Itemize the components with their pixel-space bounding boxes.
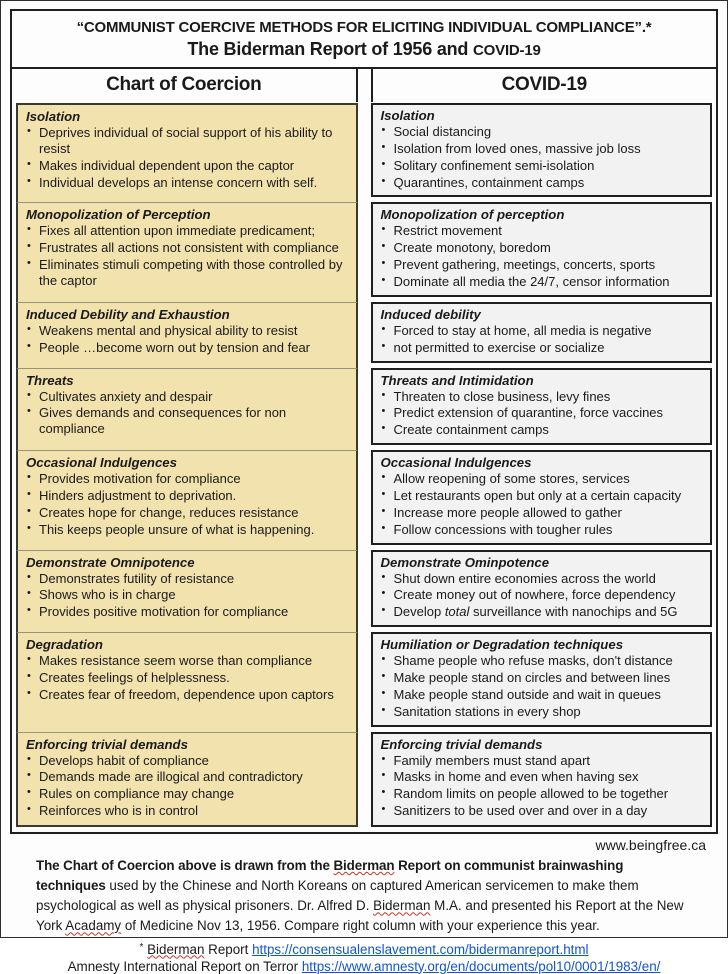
- table-title: [12, 11, 716, 69]
- section-title: Demonstrate Ominpotence: [380, 554, 550, 570]
- reference-line-1: [10, 942, 718, 957]
- bullet-item: • Masks in home and even when having sex: [381, 769, 703, 785]
- title-line-2: [18, 39, 710, 60]
- bullet-item: • Shame people who refuse masks, don't distance: [381, 653, 703, 669]
- bullet-item: • Rules on compliance may change: [26, 786, 348, 802]
- bullet-item: • Creates fear of freedom, dependence upon captors: [26, 687, 348, 703]
- bullet-item: • Create money out of nowhere, force dependency: [381, 587, 703, 603]
- bullet-item: • Hinders adjustment to deprivation.: [26, 488, 348, 504]
- footer-bold-2: Report on communist brainwashing techniques: [36, 858, 624, 894]
- bullet-item: • Creates feelings of helplessness.: [26, 670, 348, 686]
- amnesty-report-link[interactable]: https://www.amnesty.org/en/documents/pol10/0001/1983/en/: [301, 958, 661, 974]
- footer-text-1: used by the Chinese and North Koreans on captured American servicemen to make them psychological as well as physical prisoners. Dr. Alfred D.: [36, 878, 639, 914]
- bullet-item: • Forced to stay at home, all media is negative: [381, 323, 703, 339]
- section-title: Occasional Indulgences: [26, 455, 177, 471]
- bullet-item: • Isolation from loved ones, massive job loss: [381, 141, 703, 157]
- covid-section: [371, 302, 713, 363]
- bullet-item: • People …become worn out by tension and fear: [26, 340, 348, 356]
- footnote-asterisk: *: [139, 941, 144, 953]
- bullet-item: • Demands made are illogical and contradictory: [26, 769, 348, 785]
- bullet-item: • Threaten to close business, levy fines: [381, 389, 703, 405]
- coercion-section: [16, 302, 358, 368]
- bullet-item: • Weakens mental and physical ability to resist: [26, 323, 348, 339]
- footer-bold-1: The Chart of Coercion above is drawn from the: [36, 858, 334, 874]
- bullet-item: • Make people stand outside and wait in queues: [381, 687, 703, 703]
- section-list: [26, 125, 348, 190]
- bullet-item: • Provides positive motivation for compliance: [26, 604, 348, 620]
- bullet-item: • Follow concessions with tougher rules: [381, 522, 703, 538]
- section-title: Demonstrate Omnipotence: [26, 554, 195, 570]
- covid-section: [371, 550, 713, 628]
- covid-section: [371, 103, 713, 197]
- coercion-grid: [12, 102, 716, 832]
- title-line-1: “COMMUNIST COERCIVE METHODS FOR ELICITING INDIVIDUAL COMPLIANCE”.*: [76, 19, 652, 36]
- bullet-item: • This keeps people unsure of what is happening.: [26, 522, 348, 538]
- footer-text-3: of Medicine Nov 13, 1956. Compare right column with your experience this year.: [121, 918, 600, 934]
- bullet-item: • Frustrates all actions not consistent with compliance: [26, 240, 348, 256]
- reference-line-2: [10, 959, 718, 974]
- section-title: Induced debility: [380, 306, 481, 322]
- bullet-item: • Random limits on people allowed to be together: [381, 786, 703, 802]
- bullet-item: • Solitary confinement semi-isolation: [381, 158, 703, 174]
- section-title: Threats: [26, 372, 74, 388]
- section-title: Enforcing trivial demands: [26, 736, 188, 752]
- bullet-item: • Increase more people allowed to gather: [381, 505, 703, 521]
- bullet-item: • Prevent gathering, meetings, concerts, sports: [381, 257, 703, 273]
- bullet-item: • Quarantines, containment camps: [381, 175, 703, 191]
- section-title: Threats and Intimidation: [380, 372, 534, 388]
- coercion-section: [16, 632, 358, 731]
- coercion-section: [16, 732, 358, 827]
- footer-bold-misspelled: Biderman: [333, 858, 395, 874]
- section-list: [381, 471, 703, 537]
- bullet-item: • Gives demands and consequences for non compliance: [26, 405, 348, 437]
- covid-section: [371, 368, 713, 446]
- bullet-item: • not permitted to exercise or socialize: [381, 340, 703, 356]
- bullet-item: • Let restaurants open but only at a certain capacity: [381, 488, 703, 504]
- ref2-label: Amnesty International Report on Terror: [67, 958, 302, 974]
- section-list: [26, 653, 348, 703]
- footer-text-2: M.A. and presented his Report at the New York: [36, 898, 684, 934]
- bullet-item: • Demonstrates futility of resistance: [26, 571, 348, 587]
- section-list: [381, 223, 703, 289]
- bullet-item: • Develop total surveillance with nanochips and 5G: [381, 604, 703, 620]
- bullet-item: • Sanitation stations in every shop: [381, 704, 703, 720]
- section-title: Isolation: [26, 109, 81, 124]
- bullet-item: • Makes resistance seem worse than compliance: [26, 653, 348, 669]
- coercion-section: [16, 202, 358, 301]
- section-list: [381, 389, 703, 439]
- bullet-item: • Eliminates stimuli competing with those controlled by the captor: [26, 257, 348, 289]
- bullet-item: • Dominate all media the 24/7, censor information: [381, 274, 703, 290]
- section-list: [381, 571, 703, 621]
- main-table: [10, 9, 718, 834]
- bullet-item: • Shut down entire economies across the world: [381, 571, 703, 587]
- bullet-item: • Make people stand on circles and between lines: [381, 670, 703, 686]
- bullet-item: • Shows who is in charge: [26, 587, 348, 603]
- bullet-item: • Makes individual dependent upon the captor: [26, 158, 348, 174]
- bullet-item: • Predict extension of quarantine, force vaccines: [381, 405, 703, 421]
- section-list: [381, 653, 703, 719]
- bullet-item: • Creates hope for change, reduces resistance: [26, 505, 348, 521]
- footer-paragraph: [36, 856, 692, 936]
- bullet-item: • Allow reopening of some stores, services: [381, 471, 703, 487]
- watermark: www.beingfree.ca: [595, 837, 706, 854]
- section-list: [26, 389, 348, 438]
- bullet-item: • Reinforces who is in control: [26, 803, 348, 819]
- section-title: Enforcing trivial demands: [380, 736, 543, 752]
- bullet-item: • Cultivates anxiety and despair: [26, 389, 348, 405]
- section-title: Occasional Indulgences: [380, 455, 532, 471]
- bullet-item: • Create monotony, boredom: [381, 240, 703, 256]
- section-title: Monopolization of perception: [380, 207, 565, 223]
- section-title: Isolation: [380, 108, 435, 123]
- section-title: Humiliation or Degradation techniques: [380, 637, 624, 653]
- bullet-item: • Create containment camps: [381, 422, 703, 438]
- covid-section: [371, 450, 713, 544]
- bullet-item: • Social distancing: [381, 124, 703, 140]
- left-column-header: Chart of Coercion: [12, 69, 358, 102]
- bullet-item: • Individual develops an intense concern with self.: [26, 175, 348, 191]
- section-list: [26, 471, 348, 537]
- column-headers: [12, 69, 716, 102]
- title-line-2-suffix: COVID-19: [473, 42, 541, 59]
- section-list: [26, 753, 348, 819]
- bullet-item: • Family members must stand apart: [381, 753, 703, 769]
- section-list: [381, 124, 703, 190]
- footer-misspelled-3: Acadamy: [65, 918, 122, 934]
- coercion-section: [16, 550, 358, 633]
- covid-section: [371, 632, 713, 726]
- section-list: [26, 223, 348, 288]
- section-list: [381, 323, 703, 356]
- coercion-section: [16, 103, 358, 202]
- title-line-2-main: The Biderman Report of 1956 and: [187, 39, 469, 59]
- ref1-label-rest: Report: [204, 941, 249, 957]
- section-title: Degradation: [26, 637, 103, 653]
- coercion-section: [16, 450, 358, 549]
- section-list: [381, 753, 703, 819]
- footer-misspelled-2: Biderman: [373, 898, 431, 914]
- section-title: Induced Debility and Exhaustion: [26, 306, 230, 322]
- section-list: [26, 323, 348, 356]
- bullet-item: • Sanitizers to be used over and over in a day: [381, 803, 703, 819]
- section-list: [26, 571, 348, 621]
- bullet-item: • Develops habit of compliance: [26, 753, 348, 769]
- bullet-item: • Restrict movement: [381, 223, 703, 239]
- biderman-report-link[interactable]: https://consensualenslavement.com/bidermanreport.html: [252, 941, 589, 957]
- ref1-label-misspelled: Biderman: [147, 941, 205, 957]
- covid-section: [371, 202, 713, 296]
- covid-section: [371, 732, 713, 827]
- coercion-section: [16, 368, 358, 451]
- bullet-item: • Provides motivation for compliance: [26, 471, 348, 487]
- section-title: Monopolization of Perception: [26, 207, 211, 223]
- bullet-item: • Deprives individual of social support of his ability to resist: [26, 125, 348, 157]
- right-column-header: COVID-19: [371, 69, 717, 102]
- bullet-item: • Fixes all attention upon immediate predicament;: [26, 223, 348, 239]
